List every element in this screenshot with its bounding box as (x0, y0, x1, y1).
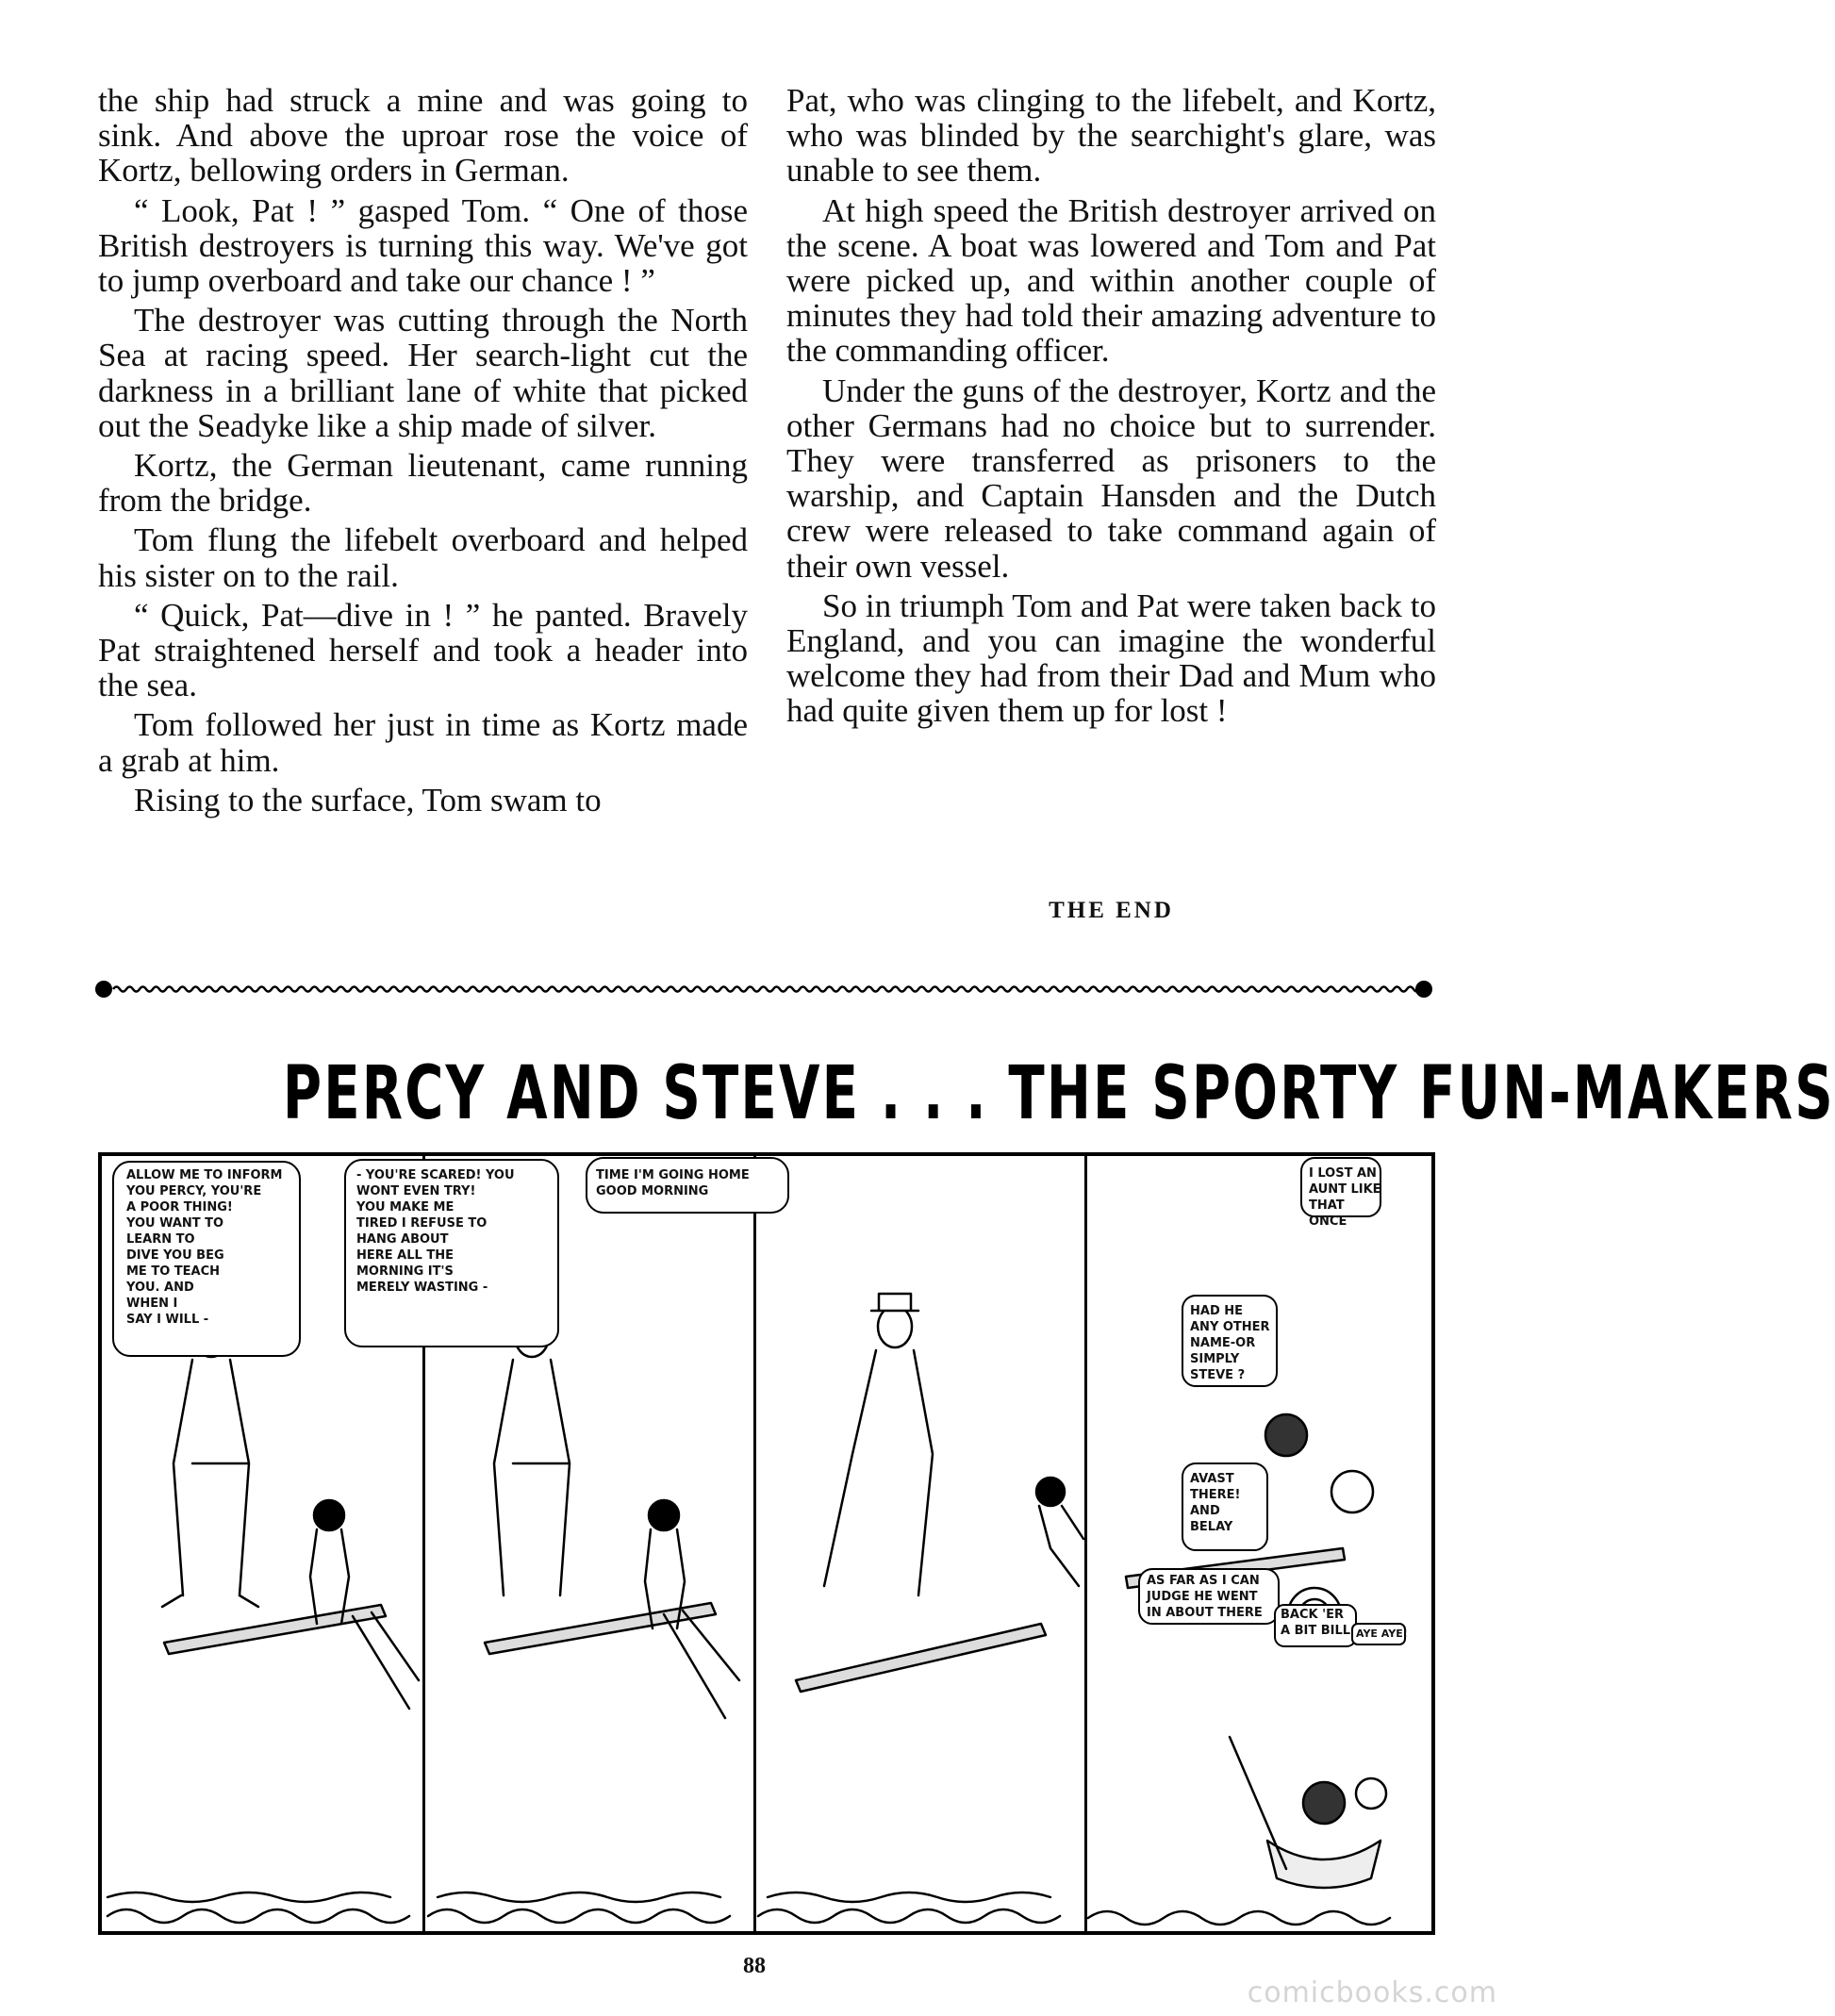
speech-bubble: TIME I'M GOING HOME GOOD MORNING (596, 1168, 750, 1198)
story-paragraph: the ship had struck a mine and was going to sink. And above the uproar rose the voice of Kortz, bellowing orders in German. (98, 82, 748, 190)
speech-bubble: I LOST AN AUNT LIKE THAT ONCE (1309, 1166, 1381, 1229)
story-paragraph: Tom followed her just in time as Kortz made a grab at him. (98, 706, 748, 779)
story-ending: THE END (1049, 898, 1174, 923)
story-paragraph: Pat, who was clinging to the lifebelt, and Kortz, who was blinded by the searchight's glare, was unable to see them. (786, 82, 1436, 190)
page-number: 88 (743, 1954, 766, 1978)
comic-title: PERCY AND STEVE . . . THE SPORTY FUN-MAKERS (282, 1051, 1835, 1136)
story-paragraph: “ Quick, Pat—dive in ! ” he panted. Bravely Pat straightened herself and took a header into the sea. (98, 596, 748, 704)
story-paragraph: “ Look, Pat ! ” gasped Tom. “ One of those British destroyers is turning this way. We've got to jump overboard and take our chance ! ” (98, 191, 748, 300)
speech-bubble: AVAST THERE! AND BELAY (1190, 1472, 1241, 1534)
story-paragraph: At high speed the British destroyer arrived on the scene. A boat was lowered and Tom and Pat were picked up, and within another couple of minutes they had told their amazing adventure to the commanding officer. (786, 191, 1436, 370)
story-paragraph: The destroyer was cutting through the North Sea at racing speed. Her search-light cut the darkness in a brilliant lane of white that picked out the Seadyke like a ship made of silver. (98, 302, 748, 444)
story-paragraph: Under the guns of the destroyer, Kortz and the other Germans had no choice but to surrender. They were transferred as prisoners to the warship, and Captain Hansden and the Dutch crew were released to take command again of their own vessel. (786, 372, 1436, 585)
story-column-right (786, 83, 1436, 734)
speech-bubble: HAD HE ANY OTHER NAME-OR SIMPLY STEVE ? (1190, 1304, 1270, 1382)
speech-bubble: BACK 'ER A BIT BILL (1281, 1608, 1351, 1638)
story-paragraph: Tom flung the lifebelt overboard and helped his sister on to the rail. (98, 521, 748, 594)
speech-bubble: AYE AYE! (1356, 1628, 1408, 1640)
story-column-left (98, 83, 748, 822)
watermark: comicbooks.com (1247, 1976, 1497, 2009)
speech-bubble: AS FAR AS I CAN JUDGE HE WENT IN ABOUT THERE (1147, 1574, 1263, 1620)
story-paragraph: So in triumph Tom and Pat were taken back to England, and you can imagine the wonderful welcome they had from their Dad and Mum who had quite given them up for lost ! (786, 587, 1436, 730)
speech-bubble: - YOU'RE SCARED! YOU WONT EVEN TRY! YOU MAKE ME TIRED I REFUSE TO HANG ABOUT HERE ALL THE MORNING IT'S MERELY WASTING - (356, 1168, 515, 1295)
wavy-divider (92, 977, 1435, 1001)
speech-bubble: ALLOW ME TO INFORM YOU PERCY, YOU'RE A POOR THING! YOU WANT TO LEARN TO DIVE YOU BEG ME TO TEACH YOU. AND WHEN I SAY I WILL - (126, 1168, 283, 1327)
story-paragraph: Kortz, the German lieutenant, came running from the bridge. (98, 447, 748, 520)
story-paragraph: Rising to the surface, Tom swam to (134, 781, 602, 818)
